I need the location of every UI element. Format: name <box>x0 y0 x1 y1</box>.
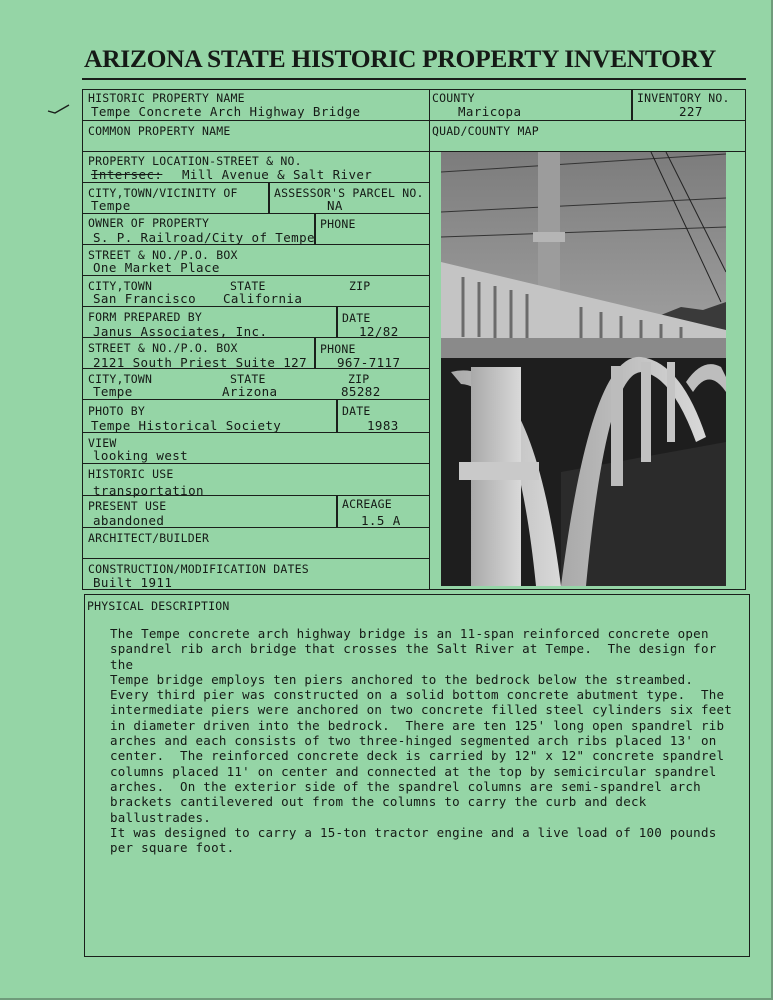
field-label: INVENTORY NO. <box>637 91 730 105</box>
field-label: CITY,TOWN <box>88 279 153 293</box>
acreage-field <box>336 495 430 528</box>
field-label: PROPERTY LOCATION-STREET & NO. <box>88 154 302 168</box>
field-label: HISTORIC PROPERTY NAME <box>88 91 245 105</box>
field-label: DATE <box>342 404 371 418</box>
field-value: Maricopa <box>458 104 522 119</box>
field-value: One Market Place <box>93 260 220 275</box>
field-value: looking west <box>93 448 189 463</box>
preparer-city-field <box>82 368 430 400</box>
property-location-field <box>82 151 430 183</box>
check-mark-icon <box>47 103 71 115</box>
owner-field <box>82 213 316 245</box>
zip-label: ZIP <box>349 279 371 293</box>
field-value: Janus Associates, Inc. <box>93 324 268 339</box>
field-value: Tempe <box>91 198 131 213</box>
field-value: Tempe Concrete Arch Highway Bridge <box>91 104 361 119</box>
city-value: Tempe <box>93 384 133 399</box>
field-value: Tempe Historical Society <box>91 418 282 433</box>
field-label: PHONE <box>320 217 356 231</box>
field-value: transportation <box>93 483 204 498</box>
section-label: PHYSICAL DESCRIPTION <box>87 599 230 613</box>
quad-map-field <box>429 120 746 152</box>
field-label: ACREAGE <box>342 497 392 511</box>
field-label: DATE <box>342 311 371 325</box>
field-label: QUAD/COUNTY MAP <box>432 124 539 138</box>
field-label: CITY,TOWN/VICINITY OF <box>88 186 238 200</box>
preparer-phone-field <box>314 337 430 369</box>
field-label: CITY,TOWN <box>88 372 153 386</box>
field-label: VIEW <box>88 436 117 450</box>
field-label: COUNTY <box>432 91 475 105</box>
view-field <box>82 432 430 464</box>
preparer-street-field <box>82 337 316 369</box>
field-label: PRESENT USE <box>88 499 167 513</box>
state-value: Arizona <box>222 384 278 399</box>
field-label: HISTORIC USE <box>88 467 174 481</box>
owner-city-field <box>82 275 430 307</box>
city-vicinity-field <box>82 182 270 214</box>
inventory-no-field <box>631 89 746 121</box>
field-label: STREET & NO./P.O. BOX <box>88 248 238 262</box>
historic-use-field <box>82 463 430 496</box>
field-label: ARCHITECT/BUILDER <box>88 531 210 545</box>
field-label: ASSESSOR'S PARCEL NO. <box>274 186 424 200</box>
field-value: NA <box>327 198 343 213</box>
field-value: 2121 South Priest Suite 127 <box>93 355 307 370</box>
field-value: Built 1911 <box>93 575 173 590</box>
construction-dates-field <box>82 558 430 590</box>
common-name-field <box>82 120 430 152</box>
field-value: abandoned <box>93 513 165 528</box>
state-value: California <box>223 291 303 306</box>
photo-by-field <box>82 399 338 433</box>
field-label: FORM PREPARED BY <box>88 310 202 324</box>
state-label: STATE <box>230 279 266 293</box>
prepared-date-field <box>336 306 430 338</box>
owner-phone-field <box>314 213 430 245</box>
field-label: OWNER OF PROPERTY <box>88 216 210 230</box>
field-value: 1.5 A <box>361 513 401 528</box>
field-value: 1983 <box>367 418 399 433</box>
field-label: PHOTO BY <box>88 404 145 418</box>
bridge-photo <box>441 152 726 586</box>
field-label: CONSTRUCTION/MODIFICATION DATES <box>88 562 309 576</box>
title-rule <box>82 78 746 80</box>
field-label: STREET & NO./P.O. BOX <box>88 341 238 355</box>
struck-value: Intersec: <box>91 167 163 182</box>
owner-street-field <box>82 244 430 276</box>
architect-field <box>82 527 430 559</box>
field-label: PHONE <box>320 342 356 356</box>
present-use-field <box>82 495 338 528</box>
form-title: ARIZONA STATE HISTORIC PROPERTY INVENTORY <box>84 44 717 73</box>
zip-label: ZIP <box>348 372 370 386</box>
field-value: 227 <box>679 104 703 119</box>
field-value: 967-7117 <box>337 355 401 370</box>
field-value: Mill Avenue & Salt River <box>182 167 373 182</box>
prepared-by-field <box>82 306 338 338</box>
field-value: S. P. Railroad/City of Tempe <box>93 230 315 245</box>
physical-description-text: The Tempe concrete arch highway bridge is an 11-span reinforced concrete open spandrel rib arch bridge that crosses the Salt River at Tempe. The design for the Tempe bridge employs ten piers anchored to the bedrock below the streambed. Every third pier was constructed on a solid bottom concrete abutment type. The intermediate piers were anchored on two concrete filled steel cylinders six feet in diameter driven into the bedrock. There are ten 125' long open spandrel rib arches and each consists of two three-hinged segmented arch ribs placed 13' on center. The reinforced concrete deck is carried by 12" x 12" concrete spandrel columns placed 11' on center and connected at the top by semicircular spandrel arches. On the exterior side of the spandrel columns are semi-spandrel arch brackets cantilevered out from the columns to carry the curb and deck ballustrades. It was designed to carry a 15-ton tractor engine and a live load of 100 pounds per square foot. <box>110 626 733 856</box>
state-label: STATE <box>230 372 266 386</box>
photo-date-field <box>336 399 430 433</box>
zip-value: 85282 <box>341 384 381 399</box>
parcel-no-field <box>268 182 430 214</box>
historic-name-field <box>82 89 430 121</box>
county-field <box>429 89 633 121</box>
city-value: San Francisco <box>93 291 197 306</box>
field-label: COMMON PROPERTY NAME <box>88 124 231 138</box>
field-value: 12/82 <box>359 324 399 339</box>
